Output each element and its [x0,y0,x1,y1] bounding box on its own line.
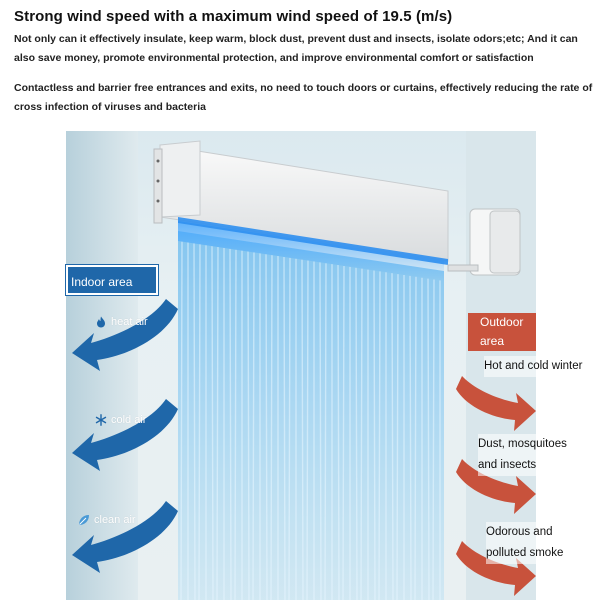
heat-air-text: heat air [111,316,148,328]
air-curtain-stream [178,221,444,600]
outdoor-hot-cold-label: Hot and cold winter [484,356,598,377]
snowflake-icon [95,414,107,426]
intro-paragraph: Not only can it effectively insulate, keep warm, block dust, prevent dust and insects, isolate odors;etc; And it can also save money, promote environmental protection, and improve environmental comfort or satisfaction [14,33,578,64]
flame-icon [95,316,107,328]
clean-air-label [78,514,136,526]
cold-air-label [95,414,146,426]
air-curtain-scene-svg [66,131,536,600]
heat-air-label [95,316,148,328]
left-wall [66,131,138,600]
hygiene-paragraph: Contactless and barrier free entrances and exits, no need to touch doors or curtains, effectively reducing the rate of cross infection of viruses and bacteria [14,82,593,113]
leaf-icon [78,514,90,526]
outdoor-dust-insects-label: Dust, mosquitoes and insects [478,434,586,476]
air-curtain-illustration [66,131,536,600]
cold-air-text: cold air [111,414,147,426]
outdoor-area-label: Outdoor area [468,313,536,351]
indoor-area-label: Indoor area [66,265,158,295]
outdoor-smoke-label: Odorous and polluted smoke [486,522,586,564]
page-title: Strong wind speed with a maximum wind speed of 19.5 (m/s) [14,8,453,25]
clean-air-text: clean air [94,514,136,526]
